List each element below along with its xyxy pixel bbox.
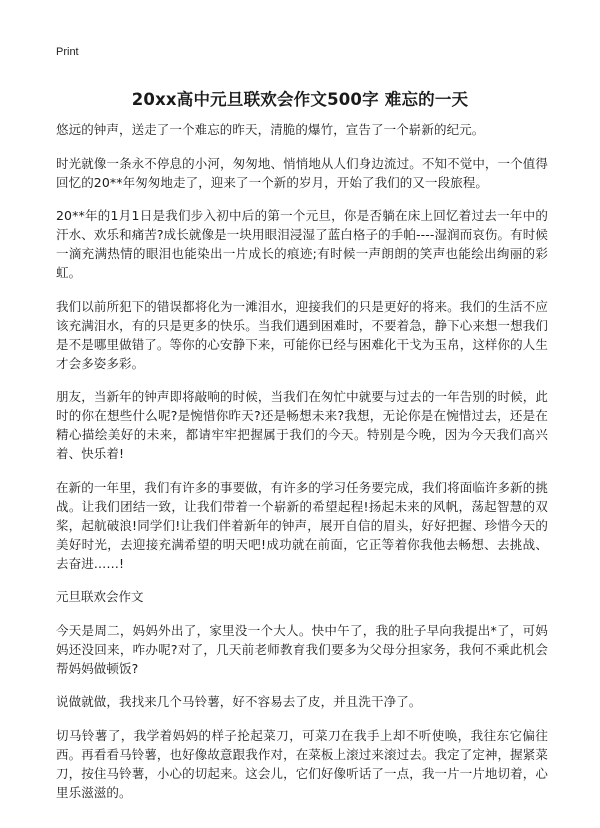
paragraph: 朋友，当新年的钟声即将敲响的时候，当我们在匆忙中就要与过去的一年告别的时候，此时的你在想些什么呢?是惋惜你昨天?还是畅想未来?我想，无论你是在惋惜过去，还是在精心描绘美好的未来，都请牢牢把握属于我们的今天。特别是今晚，因为今天我们高兴着、快乐着!: [56, 389, 548, 461]
paragraph: 时光就像一条永不停息的小河，匆匆地、悄悄地从人们身边流过。不知不觉中，一个值得回忆的20**年匆匆地走了，迎来了一个新的岁月，开始了我们的又一段旅程。: [56, 155, 548, 190]
section-subheading: 元旦联欢会作文: [56, 589, 144, 604]
paragraph: 切马铃薯了，我学着妈妈的样子抡起菜刀，可菜刀在我手上却不听使唤，我往东它偏往西。再看看马铃薯，也好像故意跟我作对，在菜板上滚过来滚过去。我定了定神，握紧菜刀，按住马铃薯，小心的切起来。这会儿，它们好像听话了一点，我一片一片地切着，心里乐滋滋的。: [56, 727, 548, 800]
paragraph: 我们以前所犯下的错误都将化为一滩泪水，迎接我们的只是更好的将来。我们的生活不应该充满泪水，有的只是更多的快乐。当我们遇到困难时，不要着急，静下心来想一想我们是不是哪里做错了。等你的心安静下来，可能你已经与困难化干戈为玉帛，这样你的人生才会多姿多彩。: [56, 298, 548, 371]
paragraph: 今天是周二，妈妈外出了，家里没一个大人。快中午了，我的肚子早向我提出*了，可妈妈还没回来，咋办呢?对了，几天前老师教育我们要多为父母分担家务，我何不乘此机会帮妈妈做顿饭?: [56, 622, 548, 676]
paragraph: 悠远的钟声，送走了一个难忘的昨天，清脆的爆竹，宣告了一个崭新的纪元。: [56, 122, 485, 137]
paragraph: 20**年的1月1日是我们步入初中后的第一个元旦，你是否躺在床上回忆着过去一年中的汗水、欢乐和痛苦?成长就像是一块用眼泪浸湿了蓝白格子的手帕----湿润而哀伤。有时候一滴充满热情的眼泪也能染出一片成长的痕迹;有时候一声朗朗的笑声也能绘出绚丽的彩虹。: [56, 208, 548, 280]
paragraph: 说做就做，我找来几个马铃薯，好不容易去了皮，并且洗干净了。: [56, 694, 422, 709]
paragraph: 在新的一年里，我们有许多的事要做，有许多的学习任务要完成，我们将面临许多新的挑战。让我们团结一致，让我们带着一个崭新的希望起程!扬起未来的风帆，荡起智慧的双桨，起航破浪!同学们!让我们伴着新年的钟声，展开自信的眉头，好好把握、珍惜今天的美好时光，去迎接充满希望的明天吧!成功就在前面，它正等着你我他去畅想、去挑战、去奋进……!: [56, 479, 548, 571]
article-body: [56, 120, 548, 816]
print-link[interactable]: Print: [56, 46, 79, 58]
page-title: 20xx高中元旦联欢会作文500字 难忘的一天: [131, 90, 469, 109]
